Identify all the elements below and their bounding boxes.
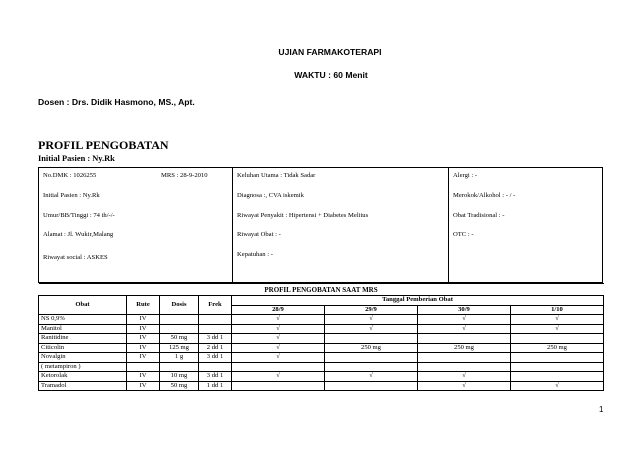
frequency-cell: 3 dd 1 [199,353,232,363]
info-dmk: No.DMK : 1026255 [43,172,97,179]
date-cell: √ [418,324,511,334]
date-cell: √ [325,324,418,334]
date-cell: √ [511,381,604,391]
lecturer-line: Dosen : Drs. Didik Hasmono, MS., Apt. [38,97,195,107]
date-cell: √ [418,315,511,325]
date-cell [232,362,325,372]
date-cell: √ [232,334,325,344]
date-cell [418,334,511,344]
medication-caption: PROFIL PENGOBATAN SAAT MRS [39,284,604,296]
patient-initial: Initial Pasien : Ny.Rk [38,154,115,163]
frequency-cell: 3 dd 1 [199,334,232,344]
frequency-cell [199,324,232,334]
info-address: Alamat : Jl. Wukir,Malang [43,231,114,238]
date-cell [418,353,511,363]
table-row [39,353,604,363]
table-row [39,315,604,325]
date-cell: √ [232,372,325,382]
frequency-cell: 1 dd 1 [199,381,232,391]
dose-cell: 1 g [160,353,199,363]
date-cell [511,353,604,363]
table-row [39,381,604,391]
date-cell [325,362,418,372]
drug-cell: Ranitidine [39,334,127,344]
exam-title: UJIAN FARMAKOTERAPI [278,47,382,57]
date-cell [418,362,511,372]
table-row [39,372,604,382]
dose-cell [160,315,199,325]
frequency-cell [199,362,232,372]
route-cell: IV [127,334,160,344]
date-cell: 250 mg [511,343,604,353]
medication-table [38,283,604,391]
route-cell: IV [127,381,160,391]
frequency-cell: 2 dd 1 [199,343,232,353]
date-cell [232,381,325,391]
route-cell: IV [127,343,160,353]
date-cell: √ [511,324,604,334]
info-chief-complaint: Keluhan Utama : Tidak Sadar [237,172,316,179]
date-cell [511,362,604,372]
frequency-cell [199,315,232,325]
info-drug-history: Riwayat Obat : - [237,231,281,238]
col-header-drug: Obat [39,296,127,315]
date-cell: √ [325,372,418,382]
date-cell: √ [232,353,325,363]
frequency-cell: 3 dd 1 [199,372,232,382]
date-cell [511,372,604,382]
drug-cell: Ketorolak [39,372,127,382]
date-cell [325,334,418,344]
info-traditional-medicine: Obat Tradisional : - [453,212,505,219]
drug-cell: Tramadol [39,381,127,391]
route-cell: IV [127,353,160,363]
route-cell: IV [127,324,160,334]
date-cell: √ [232,324,325,334]
info-divider-1 [232,168,233,282]
date-cell: 250 mg [325,343,418,353]
date-cell: √ [325,315,418,325]
exam-duration: WAKTU : 60 Menit [294,70,368,80]
info-allergy: Alergi : - [453,172,478,179]
dose-cell: 125 mg [160,343,199,353]
info-disease-history: Riwayat Penyakit : Hipertensi + Diabetes Melitus [237,212,369,219]
drug-cell: Citicolin [39,343,127,353]
route-cell: IV [127,315,160,325]
info-age-weight-height: Umur/BB/Tinggi : 74 th/-/- [43,212,115,219]
date-header: 30/9 [418,305,511,315]
date-cell [325,381,418,391]
info-compliance: Kepatuhan : - [237,251,273,258]
info-divider-2 [448,168,449,282]
info-smoking-alcohol: Merokok/Alkohol : - / - [453,192,516,199]
dose-cell: 50 mg [160,381,199,391]
col-header-dose: Dosis [160,296,199,315]
date-cell: √ [418,372,511,382]
info-initial: Initial Pasien : Ny.Rk [43,192,100,199]
date-cell: √ [232,315,325,325]
page-number: 1 [599,405,604,414]
drug-cell: Manitol [39,324,127,334]
table-row [39,324,604,334]
drug-cell: NS 0,9% [39,315,127,325]
drug-cell: Novalgin [39,353,127,363]
profile-heading: PROFIL PENGOBATAN [38,138,169,152]
date-cell: √ [511,315,604,325]
table-row [39,343,604,353]
date-header: 29/9 [325,305,418,315]
route-cell: IV [127,372,160,382]
date-header: 28/9 [232,305,325,315]
date-cell: √ [418,381,511,391]
route-cell [127,362,160,372]
date-header: 1/10 [511,305,604,315]
date-cell [325,353,418,363]
table-row [39,334,604,344]
patient-info-table [38,167,603,283]
col-header-frequency: Frek [199,296,232,315]
date-cell: √ [232,343,325,353]
dose-cell: 10 mg [160,372,199,382]
col-header-route: Rute [127,296,160,315]
drug-cell: ( metampiron ) [39,362,127,372]
info-diagnosis: Diagnosa :, CVA iskemik [237,192,304,199]
info-mrs: MRS : 28-9-2010 [161,172,208,179]
date-cell: 250 mg [418,343,511,353]
info-otc: OTC : - [453,231,474,238]
dose-cell [160,324,199,334]
table-row [39,362,604,372]
info-social-history: Riwayat social : ASKES [43,254,108,261]
dose-cell [160,362,199,372]
col-header-dates: Tanggal Pemberian Obat [232,296,604,306]
date-cell [511,334,604,344]
dose-cell: 50 mg [160,334,199,344]
